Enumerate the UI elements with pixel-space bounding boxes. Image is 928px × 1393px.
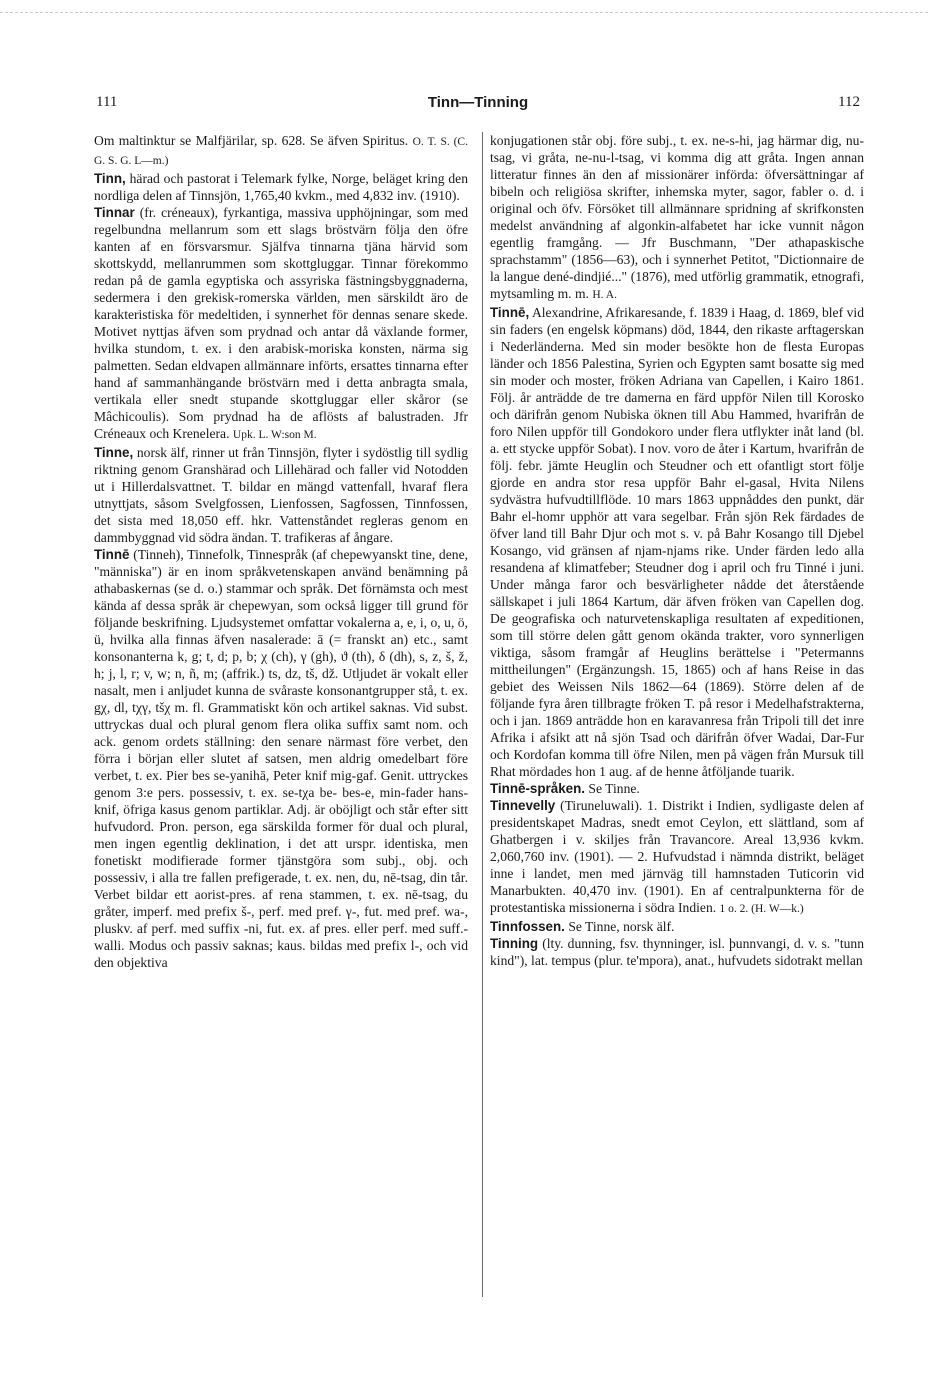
running-title: Tinn—Tinning bbox=[427, 94, 529, 111]
entry-headword: Tinnfossen. bbox=[490, 919, 565, 934]
entry-tinn bbox=[94, 170, 468, 204]
entry-text: Se Tinne. bbox=[588, 781, 640, 796]
entry-headword: Tinnē-språken. bbox=[490, 781, 586, 796]
entry-maltinktur bbox=[94, 132, 468, 170]
scan-top-edge bbox=[0, 12, 928, 14]
entry-text: Se Tinne, norsk älf. bbox=[568, 919, 675, 934]
right-column bbox=[490, 132, 864, 969]
entry-tinne-river bbox=[94, 444, 468, 546]
left-column bbox=[94, 132, 468, 971]
entry-tinning bbox=[490, 935, 864, 969]
entry-text: konjugationen står obj. före subj., t. ex. ne-s-hi, jag härmar dig, nu-tsag, vi gråta, ne-nu-l-tsag, vi komma dig att gråta. Ingen annan litteratur finnes än den af missionärer införda: öfversättningar af bibeln och religiösa skrifter, inhemska myter, sagor, fabler o. d. i original och öfv. Försöket till allmännare spridning af skrifkonsten medelst användning af algonkin-alfabetet har icke vunnit någon egentlig framgång. — Jfr Buschmann, "Der athapaskische sprachstamm" (1856—63), och i synnerhet Petitot, "Dictionnaire de la langue dené-dindjié..." (1876), med utförlig grammatik, etnografi, mytsamling m. m. bbox=[490, 133, 864, 301]
entry-tinnfossen bbox=[490, 918, 864, 935]
entry-signature: Upk. L. W:son M. bbox=[232, 429, 317, 441]
entry-tinnevelly bbox=[490, 797, 864, 918]
entry-text: (Tinneh), Tinnefolk, Tinnespråk (af chepewyanskt tine, dene, "människa") är en inom språkvetenskapen använd benämning på athabaskernas (se d. o.) stammar och språk. Det förnämsta och mest kända af dessa språk är chepewyan, som också ligger till grund för följande beskrifning. Ljudsystemet omfattar vokalerna a, e, i, o, u, ö, ü, hvilka alla finnas äfven nasalerade: ā (= franskt an) etc., samt konsonanterna k, g; t, d; p, b; χ (ch), γ (gh), ϑ (th), δ (dh), s, z, š, ž, h; j, l, r; v, w; n, ñ, m; (affrik.) ts, dz, tš, dž. Utljudet är vokalt eller nasalt, men i anljudet kunna de svåraste konsonantgrupper stå, t. ex. gχ, dl, tχγ, tšχ m. fl. Grammatiskt kön och artikel saknas. Vid subst. uttryckas dual och plural genom flera olika suffix samt nom. och ack. genom ordets ställning: den senare närmast före verbet, den förra i början eller slutet af satsen, men aldrig omedelbart före verbet, t. ex. Pier bes se-yanihā, Peter knif mig-gaf. Genit. uttryckes genom 3:e pers. possessiv, t. ex. se-tχa be- bes-e, min-fader hans-knif, öfriga kasus genom partiklar. Adj. är oböjligt och står efter sitt hufvudord. Pron. person, ega särskilda former för dual och plural, men ingen egentlig deklination, i det att urspr. identiska, men fonetiskt modifierade former tjänstgöra som subj., obj. och possessiv, i alla tre fallen prefigerade, t. ex. nen, du, nē-tsag, din tår. Verbet bildar ett aorist-pres. af rena stammen, t. ex. nē-tsag, du gråter, imperf. med prefix š-, perf. med pref. γ-, fut. med pref. wa-, pluskv. af perf. med suffix -ni, fut. ex. af pres. eller perf. med suff.-walli. Modus och passiv saknas; kaus. bildas med prefix l-, och vid den objektiva bbox=[94, 547, 468, 970]
entry-tinne-language-cont bbox=[490, 132, 864, 304]
column-divider bbox=[482, 132, 483, 1297]
page-number-right: 112 bbox=[838, 94, 860, 110]
entry-text: norsk älf, rinner ut från Tinnsjön, flyter i sydöstlig till sydlig riktning genom Granshärad och Lillehärad och faller vid Notodden ut i Hillerdalsvattnet. T. bildar en mängd vattenfall, hvaraf flera utnyttjats, såsom Svelgfossen, Lienfossen, Sagfossen, Tinnfossen, det sista med 18,050 eff. hkr. Vattenståndet regleras genom en dammbyggnad vid södra ändan. T. trafikeras af ångare. bbox=[94, 445, 468, 545]
entry-text: (Tiruneluwali). 1. Distrikt i Indien, sydligaste delen af presidentskapet Madras, snedt emot Ceylon, ett slättland, som af Ghatbergen i v. skiljes från Travancore. Areal 13,936 kvkm. 2,060,760 inv. (1901). — 2. Hufvudstad i nämnda distrikt, beläget inne i landet, men med järnväg till hamnstaden Tuticorin vid Manarbukten. 40,470 inv. (1901). En af centralpunkterna för de protestantiska missionerna i södra Indien. bbox=[490, 798, 864, 915]
entry-headword: Tinnar bbox=[94, 205, 135, 220]
entry-text: härad och pastorat i Telemark fylke, Norge, beläget kring den nordliga delen af Tinnsjön, 1,765,40 kvkm., med 4,832 inv. (1910). bbox=[94, 171, 468, 203]
entry-headword: Tinnevelly bbox=[490, 798, 556, 813]
entry-signature: H. A. bbox=[592, 289, 617, 301]
entry-headword: Tinnē, bbox=[490, 305, 530, 320]
entry-text: (lty. dunning, fsv. thynninger, isl. þunnvangi, d. v. s. "tunn kind"), lat. tempus (plur. te'mpora), anat., hufvudets sidotrakt mellan bbox=[490, 936, 864, 968]
entry-text: Om maltinktur se Malfjärilar, sp. 628. Se äfven Spiritus. bbox=[94, 133, 409, 148]
entry-tinne-language bbox=[94, 546, 468, 971]
entry-signature: O. T. S. (C. G. S. G. L—m.) bbox=[94, 136, 468, 167]
entry-text: Alexandrine, Afrikaresande, f. 1839 i Haag, d. 1869, blef vid sin faders (en engelsk köpmans) död, 1844, den rikaste arftagerskan i Nederländerna. Med sin moder besökte hon de flesta Europas länder och 1856 Palestina, Syrien och Egypten samt bosatte sig med sin moder och moster, fröken Adriana van Capellen, i Kairo 1861. Följ. år anträdde de tre damerna en färd uppför Nilen till Korosko och därifrån genom Nubiska öknen till Abu Hammed, hvarifrån de foro Nilen uppför till Gondokoro under flera utflykter inåt land (bl. a. ett stycke uppför Sobat). I nov. voro de åter i Kartum, hvarifrån de följ. febr. jämte Heuglin och Steudner och ett ofantligt stort följe gjorde en andra stor resa uppför Bahr el-gasal, Hvita Nilens sydvästra hufvudtillflöde. 10 mars 1863 uppnåddes den punkt, där Bahr el-homr upphör att vara segelbar. Från sjön Rek färdades de öfver land till Bahr Djur och mot s. v. på Bahr Kosango till Djebel Kosango, vid gränsen af njam-njams rike. Under färden ledo alla resandena af klimatfeber; Steudner dog i april och fru Tinné i juni. Under många faror och besvärligheter nådde det återstående sällskapet i juli 1864 Kartum, där äfven fröken van Capellen dog. De geografiska och naturvetenskapliga resultaten af expeditionen, som till större delen gått genom okända trakter, voro synnerligen viktiga, såsom framgår af Heuglins berättelse i "Petermanns mittheilungen" (Ergänzungsh. 15, 1865) och af hans Reise in das gebiet des Weissen Nils 1862—64 (1869). Större delen af de följande fyra åren tillbragte fröken T. på resor i Medelhafstrakterna, och i jan. 1869 anträdde hon en karavanresa från Tripoli till det inre Afrika i afsikt att nå sjön Tsad och därifrån öfver Wadai, Dar-Fur och Kordofan komma till öfre Nilen, men på vägen från Mursuk till Rhat mördades hon 1 aug. af de henne åtföljande tuarik. bbox=[490, 305, 864, 779]
page-header bbox=[96, 94, 860, 118]
entry-headword: Tinn, bbox=[94, 171, 126, 186]
entry-headword: Tinnē bbox=[94, 547, 130, 562]
entry-headword: Tinning bbox=[490, 936, 539, 951]
entry-tinnar bbox=[94, 204, 468, 444]
page-number-left: 111 bbox=[96, 94, 118, 110]
entry-headword: Tinne, bbox=[94, 445, 134, 460]
entry-signature: 1 o. 2. (H. W—k.) bbox=[719, 903, 804, 915]
entry-tinne-spraken bbox=[490, 780, 864, 797]
entry-tinne-alexandrine bbox=[490, 304, 864, 780]
entry-text: (fr. créneaux), fyrkantiga, massiva upphöjningar, som med regelbundna mellanrum som ett slags bröstvärn följa den öfre kanten af en försvarsmur. Själfva tinnarna tjäna härvid som skottskydd, mellanrummen som skottgluggar. Tinnar förekommo redan på de gamla egyptiska och assyriska fästningsbyggnaderna, sedermera i den grekisk-romerska världen, men särskildt äro de karakteristiska för medeltiden, i synnerhet för dennas senare skede. Motivet nyttjas äfven som prydnad och antar då växlande former, hvilka stundom, t. ex. i den arabisk-moriska konsten, närma sig palmetten. Sedan eldvapen allmännare införts, ersattes tinnarna efter hand af sammanhängande bröstvärn med i detta anbragta smala, vertikala eller snedt stupande skottgluggar eller skåror (se Mâchicoulis). Som prydnad ha de aflösts af balustraden. Jfr Créneaux och Krenelera. bbox=[94, 205, 468, 441]
